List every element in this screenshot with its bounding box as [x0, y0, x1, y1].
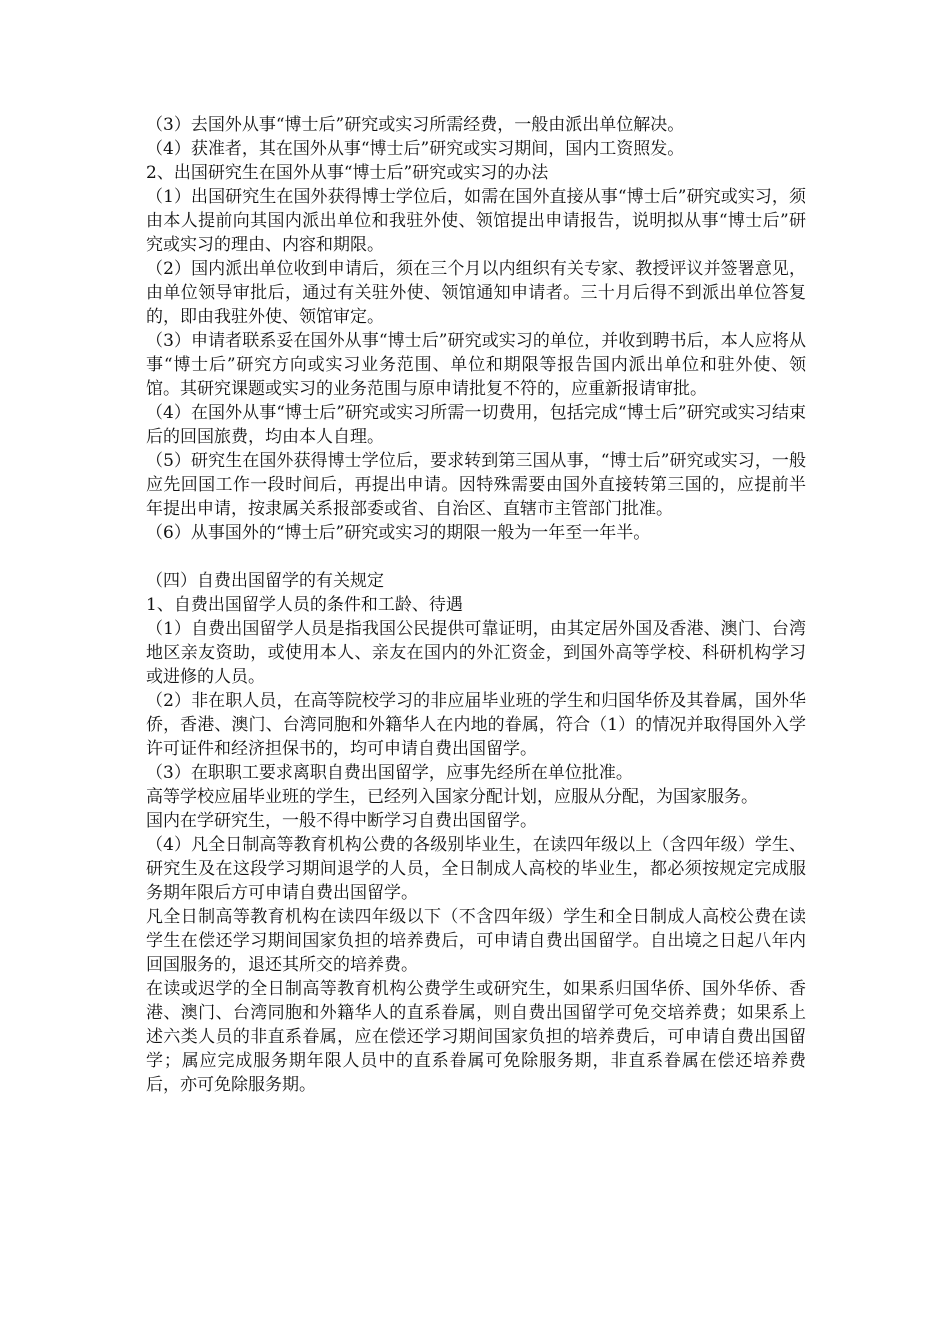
paragraph-relatives: 在读或迟学的全日制高等教育机构公费学生或研究生，如果系归国华侨、国外华侨、香港、澳门、台湾同胞和外籍华人的直系眷属，则自费出国留学可免交培养费；如果系上述六类人员的非直系眷属，应在偿还学习期间国家负担的培养费后，可申请自费出国留学；属应完成服务期年限人员中的直系眷属可免除服务期，非直系眷属在偿还培养费后，亦可免除服务期。	[146, 979, 806, 1095]
paragraph-2-non-employed: （2）非在职人员，在高等院校学习的非应届毕业班的学生和归国华侨及其眷属，国外华侨，香港、澳门、台湾同胞和外籍华人在内地的眷属，符合（1）的情况并取得国外入学许可证件和经济担保书的，均可申请自费出国留学。	[146, 691, 806, 759]
paragraph-1-definition: （1）自费出国留学人员是指我国公民提供可靠证明，由其定居外国及香港、澳门、台湾地区亲友资助，或使用本人、亲友在国内的外汇资金，到国外高等学校、科研机构学习或进修的人员。	[146, 619, 806, 687]
document-body	[146, 113, 806, 1097]
paragraph-graduates: 高等学校应届毕业班的学生，已经列入国家分配计划，应服从分配，为国家服务。	[146, 787, 758, 807]
paragraph-1-application: （1）出国研究生在国外获得博士学位后，如需在国外直接从事“博士后”研究或实习，须由本人提前向其国内派出单位和我驻外使、领馆提出申请报告，说明拟从事“博士后”研究或实习的理由、内容和期限。	[146, 187, 806, 255]
paragraph-graduate-students: 国内在学研究生，一般不得中断学习自费出国留学。	[146, 811, 537, 831]
paragraph-2-review: （2）国内派出单位收到申请后，须在三个月以内组织有关专家、教授评议并签署意见，由单位领导审批后，通过有关驻外使、领馆通知申请者。三十月后得不到派出单位答复的，即由我驻外使、领馆审定。	[146, 259, 806, 327]
blank-line	[146, 545, 806, 569]
paragraph-4-service-period: （4）凡全日制高等教育机构公费的各级别毕业生，在读四年级以上（含四年级）学生、研究生及在这段学习期间退学的人员，全日制成人高校的毕业生，都必须按规定完成服务期年限后方可申请自费出国留学。	[146, 835, 806, 903]
subsection-heading-1: 1、自费出国留学人员的条件和工龄、待遇	[146, 595, 463, 615]
paragraph-5-third-country: （5）研究生在国外获得博士学位后，要求转到第三国从事，“博士后”研究或实习，一般应先回国工作一段时间后，再提出申请。因特殊需要由国外直接转第三国的，应提前半年提出申请，按隶属关系报部委或省、自治区、直辖市主管部门批准。	[146, 451, 806, 519]
paragraph-4-salary: （4）获准者，其在国外从事“博士后”研究或实习期间，国内工资照发。	[146, 139, 685, 159]
paragraph-training-fee: 凡全日制高等教育机构在读四年级以下（不含四年级）学生和全日制成人高校公费在读学生在偿还学习期间国家负担的培养费后，可申请自费出国留学。自出境之日起八年内回国服务的，退还其所交的培养费。	[146, 907, 806, 975]
section-heading-4: （四）自费出国留学的有关规定	[146, 571, 384, 591]
paragraph-4-expenses: （4）在国外从事“博士后”研究或实习所需一切费用，包括完成“博士后”研究或实习结束后的回国旅费，均由本人自理。	[146, 403, 806, 447]
paragraph-3-funding: （3）去国外从事“博士后”研究或实习所需经费，一般由派出单位解决。	[146, 115, 685, 135]
section-heading-2: 2、出国研究生在国外从事“博士后”研究或实习的办法	[146, 163, 549, 183]
paragraph-3-employed: （3）在职职工要求离职自费出国留学，应事先经所在单位批准。	[146, 763, 633, 783]
paragraph-6-duration: （6）从事国外的“博士后”研究或实习的期限一般为一年至一年半。	[146, 523, 651, 543]
paragraph-3-contact: （3）申请者联系妥在国外从事“博士后”研究或实习的单位，并收到聘书后，本人应将从事“博士后”研究方向或实习业务范围、单位和期限等报告国内派出单位和驻外使、领馆。其研究课题或实习的业务范围与原申请批复不符的，应重新报请审批。	[146, 331, 806, 399]
